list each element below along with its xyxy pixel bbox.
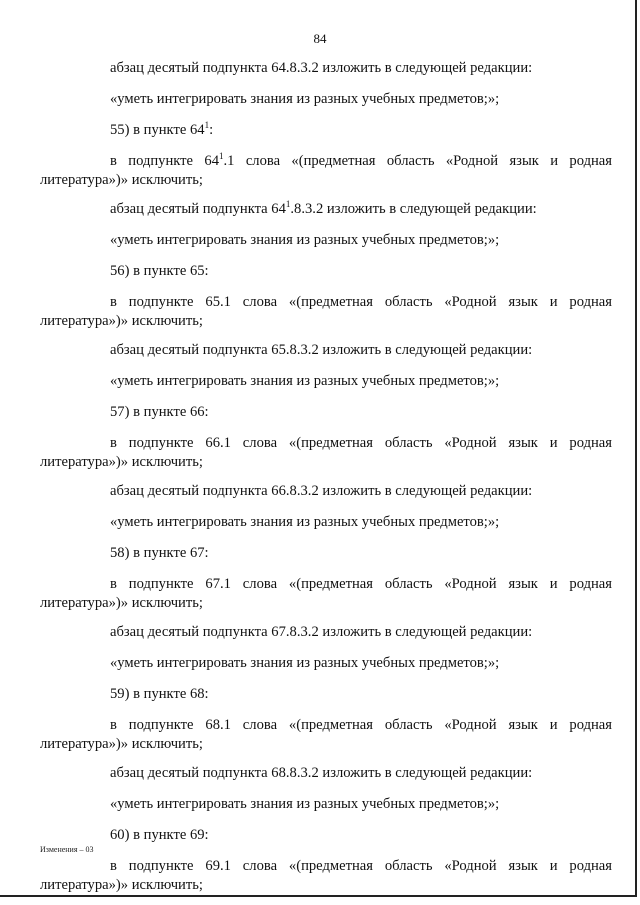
paragraph-text: в подпункте 69.1 слова «(предметная область «Родной язык и родная литература»)» исключить; — [40, 858, 612, 893]
paragraph-text: «уметь интегрировать знания из разных учебных предметов;»; — [110, 373, 500, 389]
paragraph — [40, 403, 612, 422]
paragraph-text: абзац десятый подпункта 64.8.3.2 изложить в следующей редакции: — [110, 60, 533, 76]
paragraph — [40, 685, 612, 704]
document-body — [40, 59, 612, 905]
paragraph — [40, 716, 612, 754]
paragraph-text: абзац десятый подпункта 64 — [110, 201, 286, 217]
page-number: 84 — [313, 31, 327, 46]
paragraph-text: абзац десятый подпункта 68.8.3.2 изложить в следующей редакции: — [110, 765, 533, 781]
paragraph-text: .1 слова «(предметная область «Родной язык и родная литература»)» исключить; — [40, 153, 612, 188]
paragraph-text: : — [209, 122, 214, 138]
paragraph-text: в подпункте 64 — [110, 153, 219, 169]
paragraph — [40, 482, 612, 501]
paragraph — [40, 341, 612, 360]
paragraph — [40, 857, 612, 895]
paragraph — [40, 764, 612, 783]
paragraph-text: в подпункте 65.1 слова «(предметная область «Родной язык и родная литература»)» исключить; — [40, 294, 612, 329]
paragraph-text: абзац десятый подпункта 65.8.3.2 изложить в следующей редакции: — [110, 342, 533, 358]
paragraph-text: абзац десятый подпункта 67.8.3.2 изложить в следующей редакции: — [110, 624, 533, 640]
paragraph — [40, 200, 612, 219]
paragraph-text: в подпункте 67.1 слова «(предметная область «Родной язык и родная литература»)» исключить; — [40, 576, 612, 611]
paragraph-text: «уметь интегрировать знания из разных учебных предметов;»; — [110, 91, 500, 107]
paragraph — [40, 90, 612, 109]
paragraph-text: 59) в пункте 68: — [110, 686, 209, 702]
paragraph — [40, 795, 612, 814]
paragraph — [40, 623, 612, 642]
paragraph — [40, 826, 612, 845]
paragraph-text: в подпункте 68.1 слова «(предметная область «Родной язык и родная литература»)» исключить; — [40, 717, 612, 752]
paragraph-text: абзац десятый подпункта 66.8.3.2 изложить в следующей редакции: — [110, 483, 533, 499]
paragraph — [40, 654, 612, 673]
superscript: 1 — [204, 120, 210, 131]
superscript: 1 — [219, 151, 224, 162]
paragraph — [40, 434, 612, 472]
paragraph — [40, 513, 612, 532]
paragraph-text: 57) в пункте 66: — [110, 404, 209, 420]
paragraph — [40, 262, 612, 281]
superscript: 1 — [285, 199, 291, 210]
paragraph — [40, 59, 612, 78]
paragraph-text: .8.3.2 изложить в следующей редакции: — [290, 201, 537, 217]
paragraph — [40, 293, 612, 331]
paragraph — [40, 152, 612, 190]
paragraph-text: 58) в пункте 67: — [110, 545, 209, 561]
paragraph-text: 55) в пункте 64 — [110, 122, 205, 138]
paragraph — [40, 372, 612, 391]
paragraph — [40, 121, 612, 140]
footer-note: Изменения – 03 — [40, 845, 94, 854]
paragraph — [40, 544, 612, 563]
paragraph — [40, 231, 612, 250]
paragraph-text: «уметь интегрировать знания из разных учебных предметов;»; — [110, 655, 500, 671]
paragraph-text: в подпункте 66.1 слова «(предметная область «Родной язык и родная литература»)» исключить; — [40, 435, 612, 470]
paragraph-text: 60) в пункте 69: — [110, 827, 209, 843]
paragraph — [40, 575, 612, 613]
paragraph-text: «уметь интегрировать знания из разных учебных предметов;»; — [110, 514, 500, 530]
paragraph-text: «уметь интегрировать знания из разных учебных предметов;»; — [110, 232, 500, 248]
paragraph-text: «уметь интегрировать знания из разных учебных предметов;»; — [110, 796, 500, 812]
paragraph-text: 56) в пункте 65: — [110, 263, 209, 279]
